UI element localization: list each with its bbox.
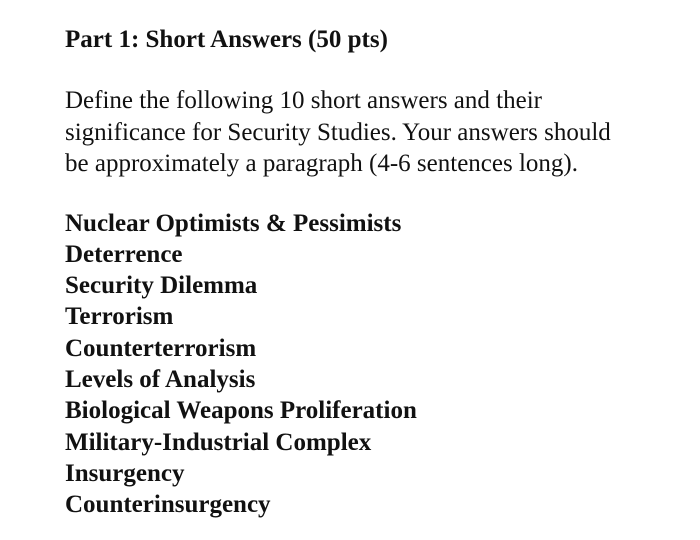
term-item: Insurgency bbox=[65, 459, 185, 487]
section-heading: Part 1: Short Answers (50 pts) bbox=[65, 26, 388, 53]
term-item: Terrorism bbox=[65, 303, 174, 331]
term-item: Security Dilemma bbox=[65, 272, 258, 300]
document-page bbox=[65, 25, 685, 520]
term-item: Deterrence bbox=[65, 240, 183, 268]
instructions-paragraph bbox=[65, 85, 685, 180]
term-item: Nuclear Optimists & Pessimists bbox=[65, 209, 402, 237]
term-item: Counterinsurgency bbox=[65, 491, 271, 519]
instructions-line: Define the following 10 short answers and their bbox=[65, 87, 542, 114]
term-item: Levels of Analysis bbox=[65, 365, 256, 393]
term-item: Counterterrorism bbox=[65, 334, 257, 362]
term-item: Biological Weapons Proliferation bbox=[65, 397, 417, 425]
term-item: Military-Industrial Complex bbox=[65, 428, 372, 456]
terms-list bbox=[65, 208, 685, 521]
instructions-line: significance for Security Studies. Your answers should bbox=[65, 118, 611, 146]
instructions-line: be approximately a paragraph (4-6 sentences long). bbox=[65, 150, 578, 177]
